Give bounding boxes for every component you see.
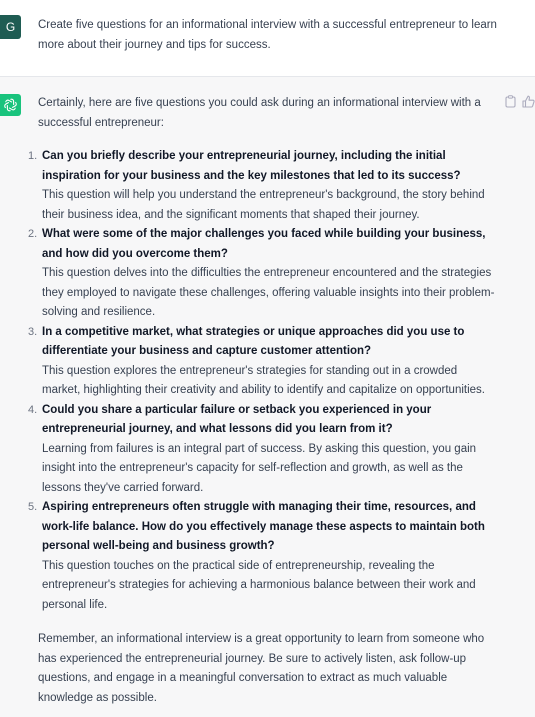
assistant-message	[0, 77, 535, 717]
copy-icon[interactable]	[505, 95, 517, 109]
list-item	[28, 498, 498, 615]
list-number: 4.	[28, 403, 38, 416]
explanation-text: This question touches on the practical side of entrepreneurship, revealing the entrepreneur's strategies for achieving a harmonious balance between their work and personal life.	[42, 559, 476, 611]
assistant-intro: Certainly, here are five questions you could ask during an informational interview with a successful entrepreneur:	[38, 97, 481, 129]
list-item	[28, 225, 498, 323]
question-text: Aspiring entrepreneurs often struggle with managing their time, resources, and work-life balance. How do you effectively manage these aspects to maintain both personal well-being and business growth?	[42, 501, 485, 552]
thumbs-up-icon[interactable]	[522, 95, 534, 109]
explanation-text: This question will help you understand the entrepreneur's background, the story behind their business idea, and the significant moments that shaped their journey.	[42, 189, 485, 221]
user-avatar: G	[0, 15, 21, 39]
list-number: 5.	[28, 501, 38, 513]
explanation-text: This question explores the entrepreneur's strategies for standing out in a crowded market, highlighting their creativity and ability to identify and capitalize on opportunities.	[42, 364, 485, 396]
list-number: 2.	[28, 228, 38, 240]
explanation-text: This question delves into the difficulties the entrepreneur encountered and the strategies they employed to navigate these challenges, offering valuable insights into their problem-solving and resilience.	[42, 267, 495, 318]
list-item	[28, 401, 498, 499]
user-message	[0, 0, 535, 77]
list-number: 1.	[28, 150, 38, 162]
list-item	[28, 147, 498, 225]
assistant-message-content	[28, 94, 498, 708]
question-text: Could you share a particular failure or setback you experienced in your entrepreneurial journey, and what lessons did you learn from it?	[42, 403, 432, 435]
question-text: In a competitive market, what strategies or unique approaches did you use to differentiate your business and capture customer attention?	[42, 325, 465, 357]
openai-logo-icon	[3, 97, 18, 113]
user-message-text: Create five questions for an informational interview with a successful entrepreneur to learn more about their journey and tips for success.	[38, 19, 497, 51]
question-list	[28, 147, 498, 615]
explanation-text: Learning from failures is an integral part of success. By asking this question, you gain insight into the entrepreneur's capacity for self-reflection and growth, as well as the lessons they've carried forward.	[42, 442, 477, 494]
question-text: Can you briefly describe your entrepreneurial journey, including the initial inspiration for your business and the key milestones that led to its success?	[42, 150, 461, 182]
assistant-outro: Remember, an informational interview is a great opportunity to learn from someone who has experienced the entrepreneurial journey. Be sure to actively listen, ask follow-up questions, and engage in a meaningful conversation to extract as much valuable knowledge as possible.	[38, 633, 485, 704]
list-number: 3.	[28, 325, 38, 338]
message-actions	[499, 95, 535, 109]
question-text: What were some of the major challenges you faced while building your business, and how did you overcome them?	[42, 228, 486, 260]
list-item	[28, 323, 498, 401]
assistant-avatar	[0, 94, 21, 116]
